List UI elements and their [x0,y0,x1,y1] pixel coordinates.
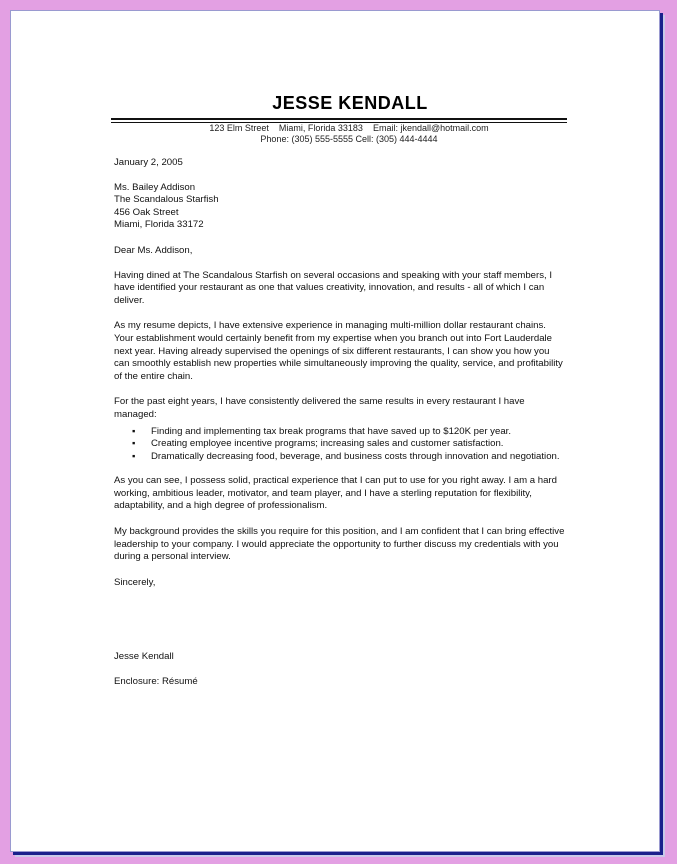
salutation: Dear Ms. Addison, [114,244,193,256]
letterhead-cell: Cell: (305) 444-4444 [355,134,438,144]
paragraph-experience: As my resume depicts, I have extensive experience in managing multi-million dollar restaurant chains. Your establishment would certainly benefit from my expertise when you branch out into Fort Lauderdale next year. Having already supervised the openings of six different restaurants, I can show you how you can smoothly establish new properties while simultaneously improving the quality, service, and profitability of the entire chain. [114,320,563,382]
letterhead-city: Miami, Florida 33183 [278,123,363,133]
enclosure: Enclosure: Résumé [114,676,198,688]
letterhead-phone: Phone: (305) 555-5555 [260,134,353,144]
bullet-icon: ▪ [132,450,136,462]
bullet-icon: ▪ [132,438,136,450]
recipient-street: 456 Oak Street [114,206,179,218]
recipient-city: Miami, Florida 33172 [114,219,204,231]
document-page [10,10,660,852]
letterhead-phone-line [111,134,567,145]
list-item: ▪ Dramatically decreasing food, beverage, and business costs through innovation and negotiation. [132,450,560,462]
paragraph-results: For the past eight years, I have consistently delivered the same results in every restaurant I have managed: [114,396,525,420]
list-item: ▪ Finding and implementing tax break programs that have saved up to $120K per year. [132,425,511,437]
paragraph-intro: Having dined at The Scandalous Starfish on several occasions and speaking with your staff members, I have identified your restaurant as one that values creativity, innovation, and results - all of which I can deliver. [114,269,553,306]
list-item: ▪ Creating employee incentive programs; increasing sales and customer satisfaction. [132,438,504,450]
recipient-name: Ms. Bailey Addison [114,181,196,193]
paragraph-qualities: As you can see, I possess solid, practical experience that I can put to use for you right away. I am a hard working, ambitious leader, motivator, and team player, and I have a sterling reputation for flexibility, adaptability, and a high degree of professionalism. [114,475,557,512]
letterhead-email: Email: jkendall@hotmail.com [372,123,489,133]
letter-body [114,157,566,689]
recipient-company: The Scandalous Starfish [114,194,219,206]
letterhead-name: JESSE KENDALL [272,93,428,113]
bullet-icon: ▪ [132,425,136,437]
letterhead-rule-thick [111,118,567,120]
recipient-address [114,182,566,232]
closing: Sincerely, [114,576,156,588]
letterhead-address-line [111,123,567,134]
achievements-list [114,426,566,464]
signature-name: Jesse Kendall [114,651,174,663]
paragraph-interview: My background provides the skills you require for this position, and I am confident that I can bring effective leadership to your company. I would appreciate the opportunity to further discuss my credentials with you during a personal interview. [114,526,565,563]
letterhead-street: 123 Elm Street [209,123,269,133]
letter-date: January 2, 2005 [114,157,183,168]
cover-letter [11,11,659,851]
